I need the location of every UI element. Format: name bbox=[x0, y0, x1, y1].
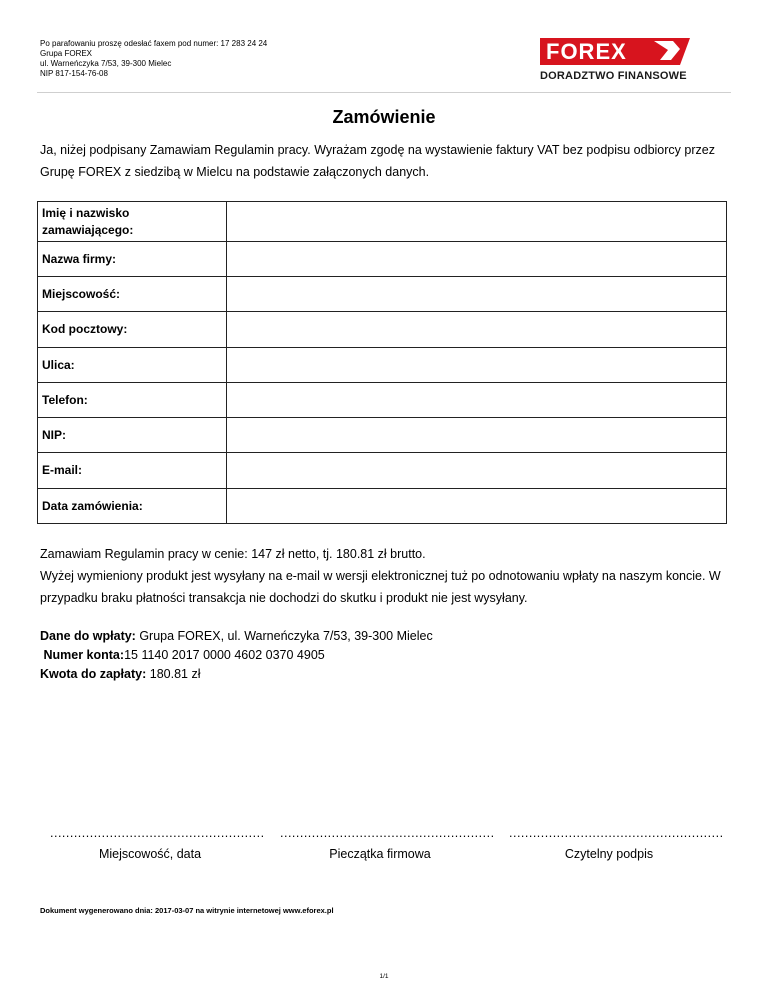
header-divider bbox=[37, 92, 731, 93]
company-address: ul. Warneńczyka 7/53, 39-300 Mielec bbox=[40, 59, 172, 68]
signature-label-readable: Czytelny podpis bbox=[564, 847, 654, 861]
payment-details bbox=[40, 627, 433, 684]
field-label-name: Imię i nazwisko zamawiającego: bbox=[38, 202, 227, 242]
company-name: Grupa FOREX bbox=[40, 49, 93, 58]
payment-amount-line bbox=[40, 665, 433, 684]
field-value-nip[interactable] bbox=[227, 418, 727, 453]
header-info bbox=[40, 39, 267, 79]
payment-recipient-line bbox=[40, 627, 433, 646]
payment-account-line bbox=[40, 646, 433, 665]
order-form-table bbox=[37, 201, 727, 524]
field-label-order-date: Data zamówienia: bbox=[38, 489, 227, 524]
field-label-postal: Kod pocztowy: bbox=[38, 312, 227, 348]
payment-amount-label: Kwota do zapłaty: bbox=[40, 667, 147, 681]
field-value-name[interactable] bbox=[227, 202, 727, 242]
order-text bbox=[40, 543, 730, 609]
form-row-street bbox=[38, 348, 727, 383]
field-label-company: Nazwa firmy: bbox=[38, 242, 227, 277]
generated-footer: Dokument wygenerowano dnia: 2017-03-07 na witrynie internetowej www.eforex.pl bbox=[40, 906, 334, 915]
forex-logo bbox=[540, 38, 690, 86]
signature-label-stamp: Pieczątka firmowa bbox=[329, 847, 431, 861]
company-nip: NIP 817-154-76-08 bbox=[40, 69, 108, 78]
form-row-city bbox=[38, 277, 727, 312]
intro-text: Ja, niżej podpisany Zamawiam Regulamin pracy. Wyrażam zgodę na wystawienie faktury VAT bez podpisu odbiorcy przez Grupę FOREX z siedzibą w Mielcu na podstawie załączonych danych. bbox=[40, 143, 715, 179]
payment-recipient-label: Dane do wpłaty: bbox=[40, 629, 136, 643]
field-label-email: E-mail: bbox=[38, 453, 227, 489]
field-label-street: Ulica: bbox=[38, 348, 227, 383]
signature-line: ...................................................... bbox=[280, 826, 495, 840]
page-number: 1/1 bbox=[379, 973, 389, 980]
logo-tagline: DORADZTWO FINANSOWE bbox=[540, 70, 687, 82]
signature-label-place-date: Miejscowość, data bbox=[98, 847, 202, 861]
form-row-name bbox=[38, 202, 727, 242]
signature-stamp bbox=[280, 826, 495, 861]
signature-line: ...................................................... bbox=[509, 826, 724, 840]
field-value-order-date[interactable] bbox=[227, 489, 727, 524]
field-value-email[interactable] bbox=[227, 453, 727, 489]
signature-line: ...................................................... bbox=[50, 826, 265, 840]
form-row-email bbox=[38, 453, 727, 489]
order-price-line: Zamawiam Regulamin pracy w cenie: 147 zł netto, tj. 180.81 zł brutto. bbox=[40, 547, 426, 561]
payment-account-value: 15 1140 2017 0000 4602 0370 4905 bbox=[124, 648, 325, 662]
form-row-nip bbox=[38, 418, 727, 453]
fax-instruction: Po parafowaniu proszę odesłać faxem pod numer: 17 283 24 24 bbox=[40, 39, 268, 48]
field-value-city[interactable] bbox=[227, 277, 727, 312]
signature-place-date bbox=[50, 826, 265, 861]
field-value-company[interactable] bbox=[227, 242, 727, 277]
form-row-phone bbox=[38, 383, 727, 418]
form-row-postal bbox=[38, 312, 727, 348]
field-label-nip: NIP: bbox=[38, 418, 227, 453]
field-value-street[interactable] bbox=[227, 348, 727, 383]
payment-amount-value: 180.81 zł bbox=[146, 667, 201, 681]
signature-readable bbox=[509, 826, 724, 861]
form-row-company bbox=[38, 242, 727, 277]
field-label-city: Miejscowość: bbox=[38, 277, 227, 312]
field-value-phone[interactable] bbox=[227, 383, 727, 418]
payment-recipient-value: Grupa FOREX, ul. Warneńczyka 7/53, 39-300 Mielec bbox=[135, 629, 433, 643]
field-label-phone: Telefon: bbox=[38, 383, 227, 418]
page-title: Zamówienie bbox=[332, 107, 436, 127]
order-delivery-note: Wyżej wymieniony produkt jest wysyłany na e-mail w wersji elektronicznej tuż po odnotowaniu wpłaty na naszym koncie. W przypadku braku płatności transakcja nie dochodzi do skutku i produkt nie jest wysyłany. bbox=[40, 569, 721, 605]
field-value-postal[interactable] bbox=[227, 312, 727, 348]
logo-name: FOREX bbox=[546, 39, 627, 64]
payment-account-label: Numer konta: bbox=[43, 648, 125, 662]
form-row-order-date bbox=[38, 489, 727, 524]
